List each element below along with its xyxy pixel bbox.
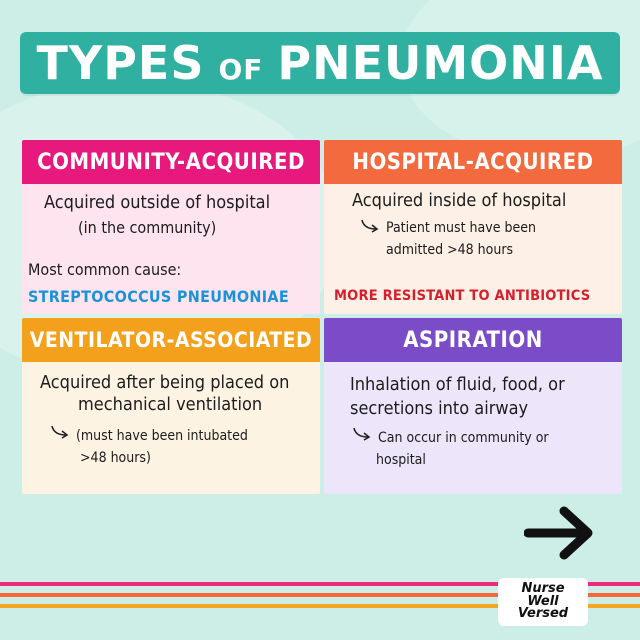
card-text: Acquired after being placed on — [40, 372, 290, 393]
card-note: hospital — [376, 452, 426, 468]
card-note: (must have been intubated — [76, 428, 248, 444]
card-note: admitted >48 hours — [386, 242, 514, 258]
warning-text: MORE RESISTANT TO ANTIBIOTICS — [334, 288, 591, 304]
title-banner — [20, 32, 620, 94]
card-hospital-acquired — [324, 140, 622, 314]
logo-text: Nurse — [521, 581, 565, 597]
curved-arrow-icon — [360, 218, 382, 234]
card-header: HOSPITAL-ACQUIRED — [324, 140, 622, 184]
logo-text: Versed — [517, 606, 569, 622]
title-word-types: TYPES — [36, 36, 205, 90]
card-header: ASPIRATION — [324, 318, 622, 362]
title-word-of: OF — [218, 53, 264, 86]
logo-text: Well — [527, 593, 559, 609]
card-text: mechanical ventilation — [78, 394, 263, 415]
card-text: Inhalation of fluid, food, or — [350, 374, 565, 395]
cause-label: Most common cause: — [28, 260, 182, 279]
card-header: VENTILATOR-ASSOCIATED — [22, 318, 320, 362]
card-text: secretions into airway — [350, 398, 529, 419]
arrow-right-icon[interactable] — [524, 503, 598, 563]
card-note: Can occur in community or — [378, 430, 549, 446]
card-text: Acquired inside of hospital — [352, 190, 567, 211]
card-community-acquired — [22, 140, 320, 314]
title-word-pneumonia: PNEUMONIA — [277, 36, 604, 90]
curved-arrow-icon — [50, 424, 72, 440]
cause-value: STREPTOCOCCUS PNEUMONIAE — [28, 287, 289, 306]
card-note: Patient must have been — [386, 220, 536, 236]
brand-logo — [500, 580, 586, 624]
page-title — [36, 36, 604, 90]
curved-arrow-icon — [352, 426, 374, 442]
card-aspiration — [324, 318, 622, 494]
card-text: (in the community) — [78, 218, 217, 237]
card-note: >48 hours) — [80, 450, 151, 466]
card-header: COMMUNITY-ACQUIRED — [22, 140, 320, 184]
card-text: Acquired outside of hospital — [44, 192, 271, 213]
card-ventilator-associated — [22, 318, 320, 494]
